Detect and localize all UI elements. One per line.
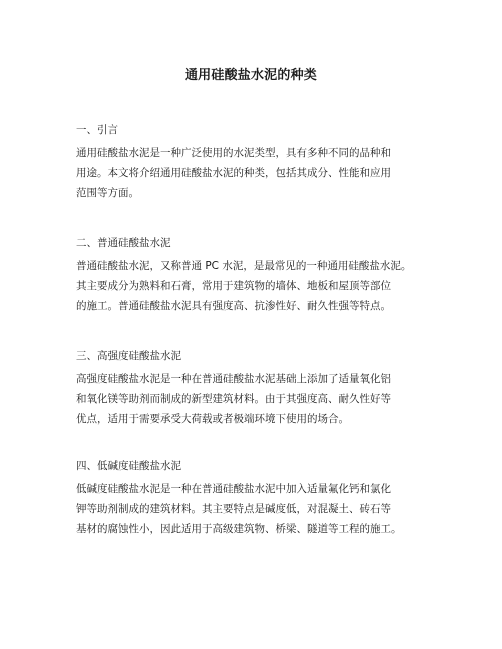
section-high-strength-cement [76,349,456,429]
paragraph-line: 普通硅酸盐水泥，又称普通 PC 水泥，是最常见的一种通用硅酸盐水泥。 [76,260,412,272]
section-introduction [76,123,456,203]
section-low-alkali-cement [76,459,456,539]
paragraph-line: 基材的腐蚀性小，因此适用于高级建筑物、桥梁、隧道等工程的施工。 [76,523,402,535]
paragraph-line: 优点，适用于需要承受大荷载或者极端环境下使用的场合。 [76,413,349,425]
paragraph-line: 钾等助剂制成的建筑材料。其主要特点是碱度低，对混凝土、砖石等 [76,503,391,515]
paragraph-line: 通用硅酸盐水泥是一种广泛使用的水泥类型，具有多种不同的品种和 [76,147,391,159]
section-heading: 一、引言 [76,124,118,136]
paragraph-line: 和氧化镁等助剂而制成的新型建筑材料。由于其强度高、耐久性好等 [76,393,391,405]
section-heading: 三、高强度硅酸盐水泥 [76,350,181,362]
section-heading: 四、低碱度硅酸盐水泥 [76,460,181,472]
paragraph-line: 高强度硅酸盐水泥是一种在普通硅酸盐水泥基础上添加了适量氧化铝 [76,373,391,385]
paragraph-line: 范围等方面。 [76,187,139,199]
paragraph-line: 低碱度硅酸盐水泥是一种在普通硅酸盐水泥中加入适量氟化钙和氯化 [76,483,391,495]
paragraph-line: 用途。本文将介绍通用硅酸盐水泥的种类，包括其成分、性能和应用 [76,167,391,179]
paragraph-line: 其主要成分为熟料和石膏，常用于建筑物的墙体、地板和屋顶等部位 [76,280,391,292]
section-ordinary-cement [76,236,456,316]
paragraph-line: 的施工。普通硅酸盐水泥具有强度高、抗渗性好、耐久性强等特点。 [76,300,391,312]
document-title: 通用硅酸盐水泥的种类 [184,68,317,83]
section-heading: 二、普通硅酸盐水泥 [76,237,171,249]
